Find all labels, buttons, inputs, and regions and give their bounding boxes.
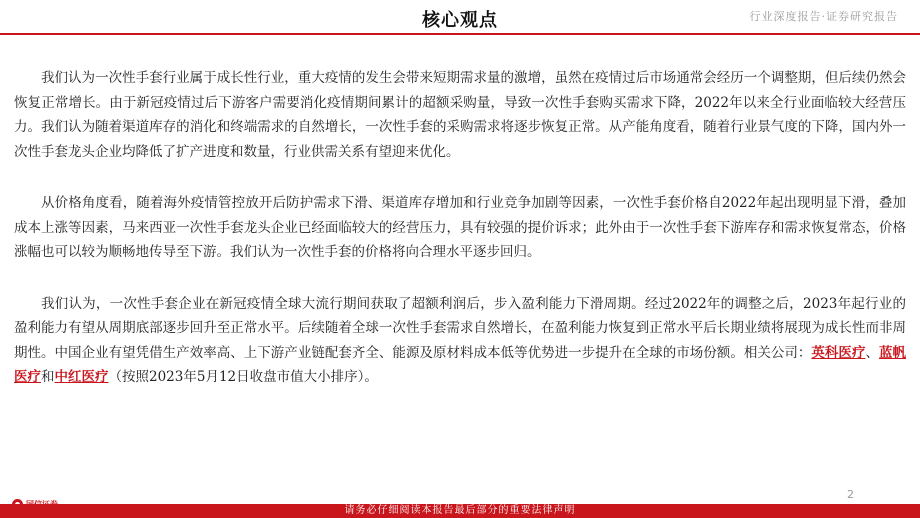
paragraph-profitability (14, 292, 906, 390)
company-link-lanfan[interactable]: 蓝帆医疗 (14, 344, 906, 385)
report-type-label: 行业深度报告·证券研究报告 (749, 10, 898, 23)
company-link-yingke[interactable]: 英科医疗 (811, 344, 866, 361)
paragraph-industry-growth: 我们认为一次性手套行业属于成长性行业，重大疫情的发生会带来短期需求量的激增，虽然在疫情过后市场通常会经历一个调整期，但后续仍然会恢复正常增长。由于新冠疫情过后下游客户需要消化疫情期间累计的超额采购量，导致一次性手套购买需求下降，2022年以来全行业面临较大经营压力。我们认为随着渠道库存的消化和终端需求的自然增长，一次性手套的采购需求将逐步恢复正常。从产能角度看，随着行业景气度的下降，国内外一次性手套龙头企业均降低了扩产进度和数量，行业供需关系有望迎来优化。 (14, 70, 906, 160)
company-link-zhonghong[interactable]: 中红医疗 (54, 369, 109, 385)
page-title: 核心观点 (422, 10, 498, 31)
paragraph-tail-text: （按照2023年5月12日收盘市值大小排序）。 (108, 369, 378, 385)
content-body (14, 66, 906, 390)
paragraph-price-outlook: 从价格角度看，随着海外疫情管控放开后防护需求下滑、渠道库存增加和行业竞争加剧等因素，一次性手套价格自2022年起出现明显下滑，叠加成本上涨等因素，马来西亚一次性手套龙头企业已经面临较大的经营压力，具有较强的提价诉求；此外由于一次性手套下游库存和需求恢复常态，价格涨幅也可以较为顺畅地传导至下游。我们认为一次性手套的价格将向合理水平逐步回归。 (14, 195, 906, 260)
paragraph-lead-text: 我们认为，一次性手套企业在新冠疫情全球大流行期间获取了超额利润后，步入盈利能力下滑周期。经过2022年的调整之后，2023年起行业的盈利能力有望从周期底部逐步回升至正常水平。后续随着全球一次性手套需求自然增长，在盈利能力恢复到正常水平后长期业绩将展现为成长性而非周期性。中国企业有望凭借生产效率高、上下游产业链配套齐全、能源及原材料成本低等优势进一步提升在全球的市场份额。相关公司： (14, 295, 906, 361)
legal-notice: 请务必仔细阅读本报告最后部分的重要法律声明 (344, 505, 576, 516)
conjunction-text: 和 (41, 369, 55, 385)
footer-bar (0, 504, 920, 518)
separator-text: 、 (865, 344, 879, 361)
page-number: 2 (847, 488, 854, 501)
header-divider (0, 33, 920, 35)
